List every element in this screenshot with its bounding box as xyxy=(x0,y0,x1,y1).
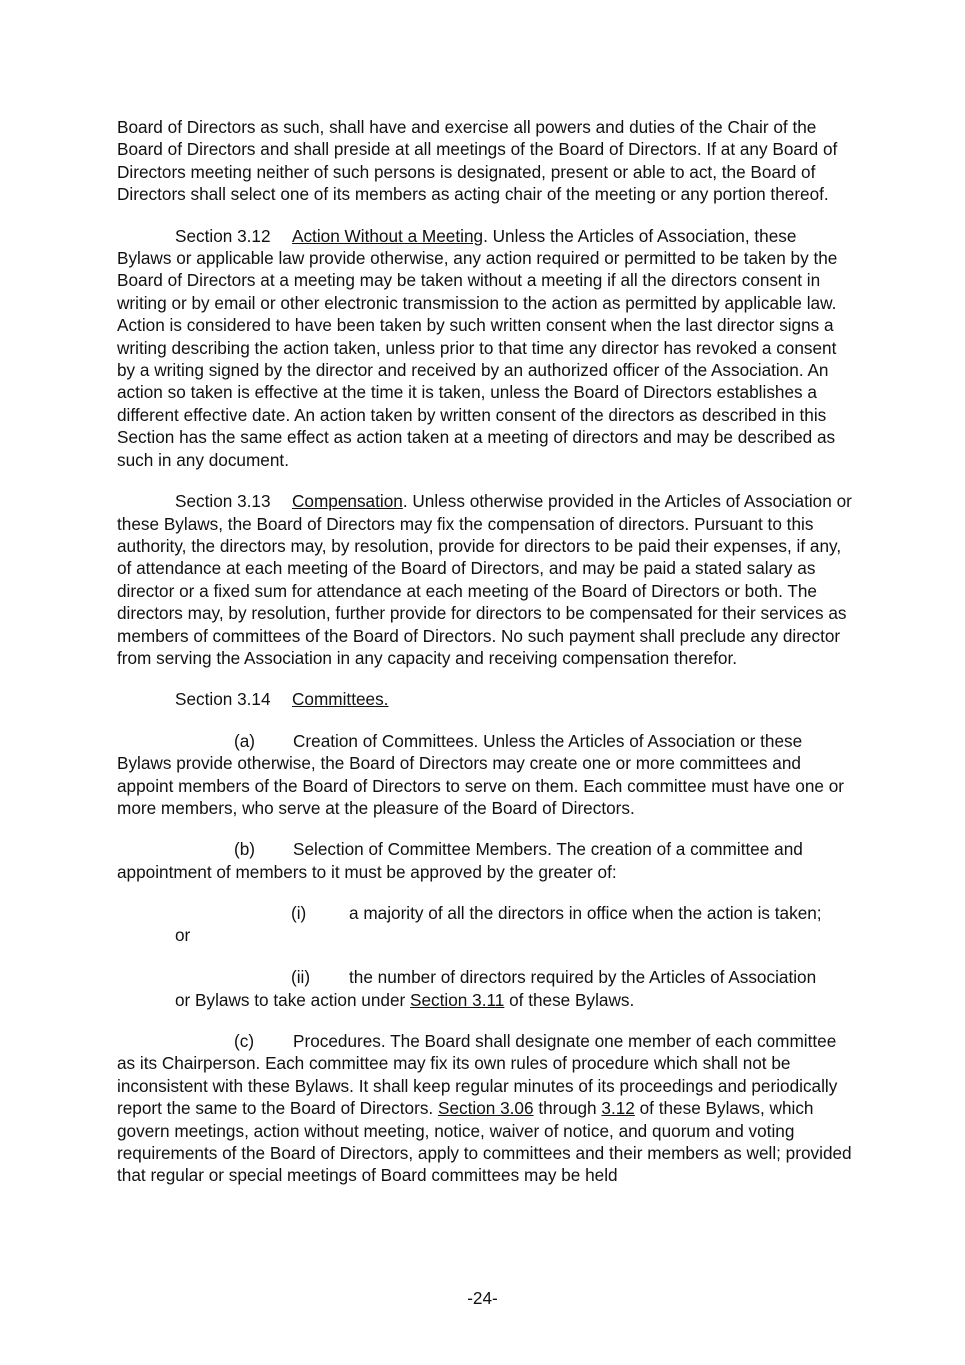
item-first-line xyxy=(175,966,852,988)
subsection-body: of these Bylaws, which govern meetings, action without meeting, notice, waiver of notice, and quorum and voting requirements of the Board of Directors, apply to committees and their members as well; provided that regular or special meetings of Board committees may be held xyxy=(117,1098,852,1186)
subsection-body: through xyxy=(533,1098,602,1119)
section-3-11-link[interactable]: Section 3.11 xyxy=(410,989,505,1010)
subsection-c xyxy=(117,1030,852,1187)
item-body: a majority of all the directors in office when the action is taken; xyxy=(349,903,822,924)
section-title: Committees. xyxy=(292,689,389,710)
intro-paragraph: Board of Directors as such, shall have and exercise all powers and duties of the Chair of the Board of Directors and shall preside at all meetings of the Board of Directors. If at any Board of Directors meeting neither of such persons is designated, present or able to act, the Board of Directors shall select one of its members as acting chair of the meeting or any portion thereof. xyxy=(117,117,838,205)
section-title: Compensation xyxy=(292,491,403,512)
item-text: of these Bylaws. xyxy=(504,989,635,1010)
section-body: . Unless otherwise provided in the Articles of Association or these Bylaws, the Board of Directors may fix the compensation of directors. Pursuant to this authority, the directors may, by resolution, provide for directors to be paid their expenses, if any, of attendance at each meeting of the Board of Directors, and may be paid a stated salary as director or a fixed sum for attendance at each meeting of the Board of Directors or both. The directors may, by resolution, further provide for directors to be compensated for their services as members of committees of the Board of Directors. No such payment shall preclude any director from serving the Association in any capacity and receiving compensation therefor. xyxy=(117,491,852,668)
section-3-12 xyxy=(117,225,852,471)
subsection-label: (a) xyxy=(234,730,256,751)
section-3-12-link[interactable]: 3.12 xyxy=(601,1098,635,1119)
item-label: (i) xyxy=(291,903,307,924)
section-3-14 xyxy=(117,688,852,710)
subsection-label: (b) xyxy=(234,839,256,860)
item-i xyxy=(117,902,852,947)
section-body: . Unless the Articles of Association, these Bylaws or applicable law provide otherwise, any action required or permitted to be taken by the Board of Directors at a meeting may be taken without a meeting if all the directors consent in writing or by email or other electronic transmission to the action as permitted by applicable law. Action is considered to have been taken by such written consent when the last director signs a writing describing the action taken, unless prior to that time any director has revoked a consent by a writing signed by the director and received by an authorized officer of the Association. An action so taken is effective at the time it is taken, unless the Board of Directors establishes a different effective date. An action taken by written consent of the directors as described in this Section has the same effect as action taken at a meeting of directors and may be described as such in any document. xyxy=(117,225,838,470)
subsection-label: (c) xyxy=(234,1030,255,1051)
item-text: or Bylaws to take action under xyxy=(175,989,411,1010)
section-3-06-link[interactable]: Section 3.06 xyxy=(437,1098,534,1119)
section-3-13 xyxy=(117,490,852,669)
subsection-b xyxy=(117,838,852,883)
section-number: Section 3.13 xyxy=(175,491,271,512)
section-number: Section 3.12 xyxy=(175,225,271,246)
section-number: Section 3.14 xyxy=(175,689,271,710)
item-second-line xyxy=(175,989,852,1011)
item-body: the number of directors required by the Articles of Association xyxy=(349,967,817,988)
subsection-body: Procedures. The Board shall designate one member of each committee as its Chairperson. Each committee may fix its own rules of procedure which shall not be inconsistent with these Bylaws. It shall keep regular minutes of its proceedings and periodically report the same to the Board of Directors. xyxy=(117,1030,838,1119)
section-title: Action Without a Meeting xyxy=(292,225,484,246)
item-ii xyxy=(117,966,852,1011)
subsection-body: Creation of Committees. Unless the Articles of Association or these Bylaws provide otherwise, the Board of Directors may create one or more committees and appoint members of the Board of Directors to serve on them. Each committee must have one or more members, who serve at the pleasure of the Board of Directors. xyxy=(117,730,844,818)
item-label: (ii) xyxy=(291,967,311,988)
subsection-body: Selection of Committee Members. The creation of a committee and appointment of members to it must be approved by the greater of: xyxy=(117,839,803,882)
subsection-a xyxy=(117,730,852,820)
page-number: -24- xyxy=(467,1288,498,1308)
document-body xyxy=(117,116,852,1206)
item-or: or xyxy=(175,925,191,946)
